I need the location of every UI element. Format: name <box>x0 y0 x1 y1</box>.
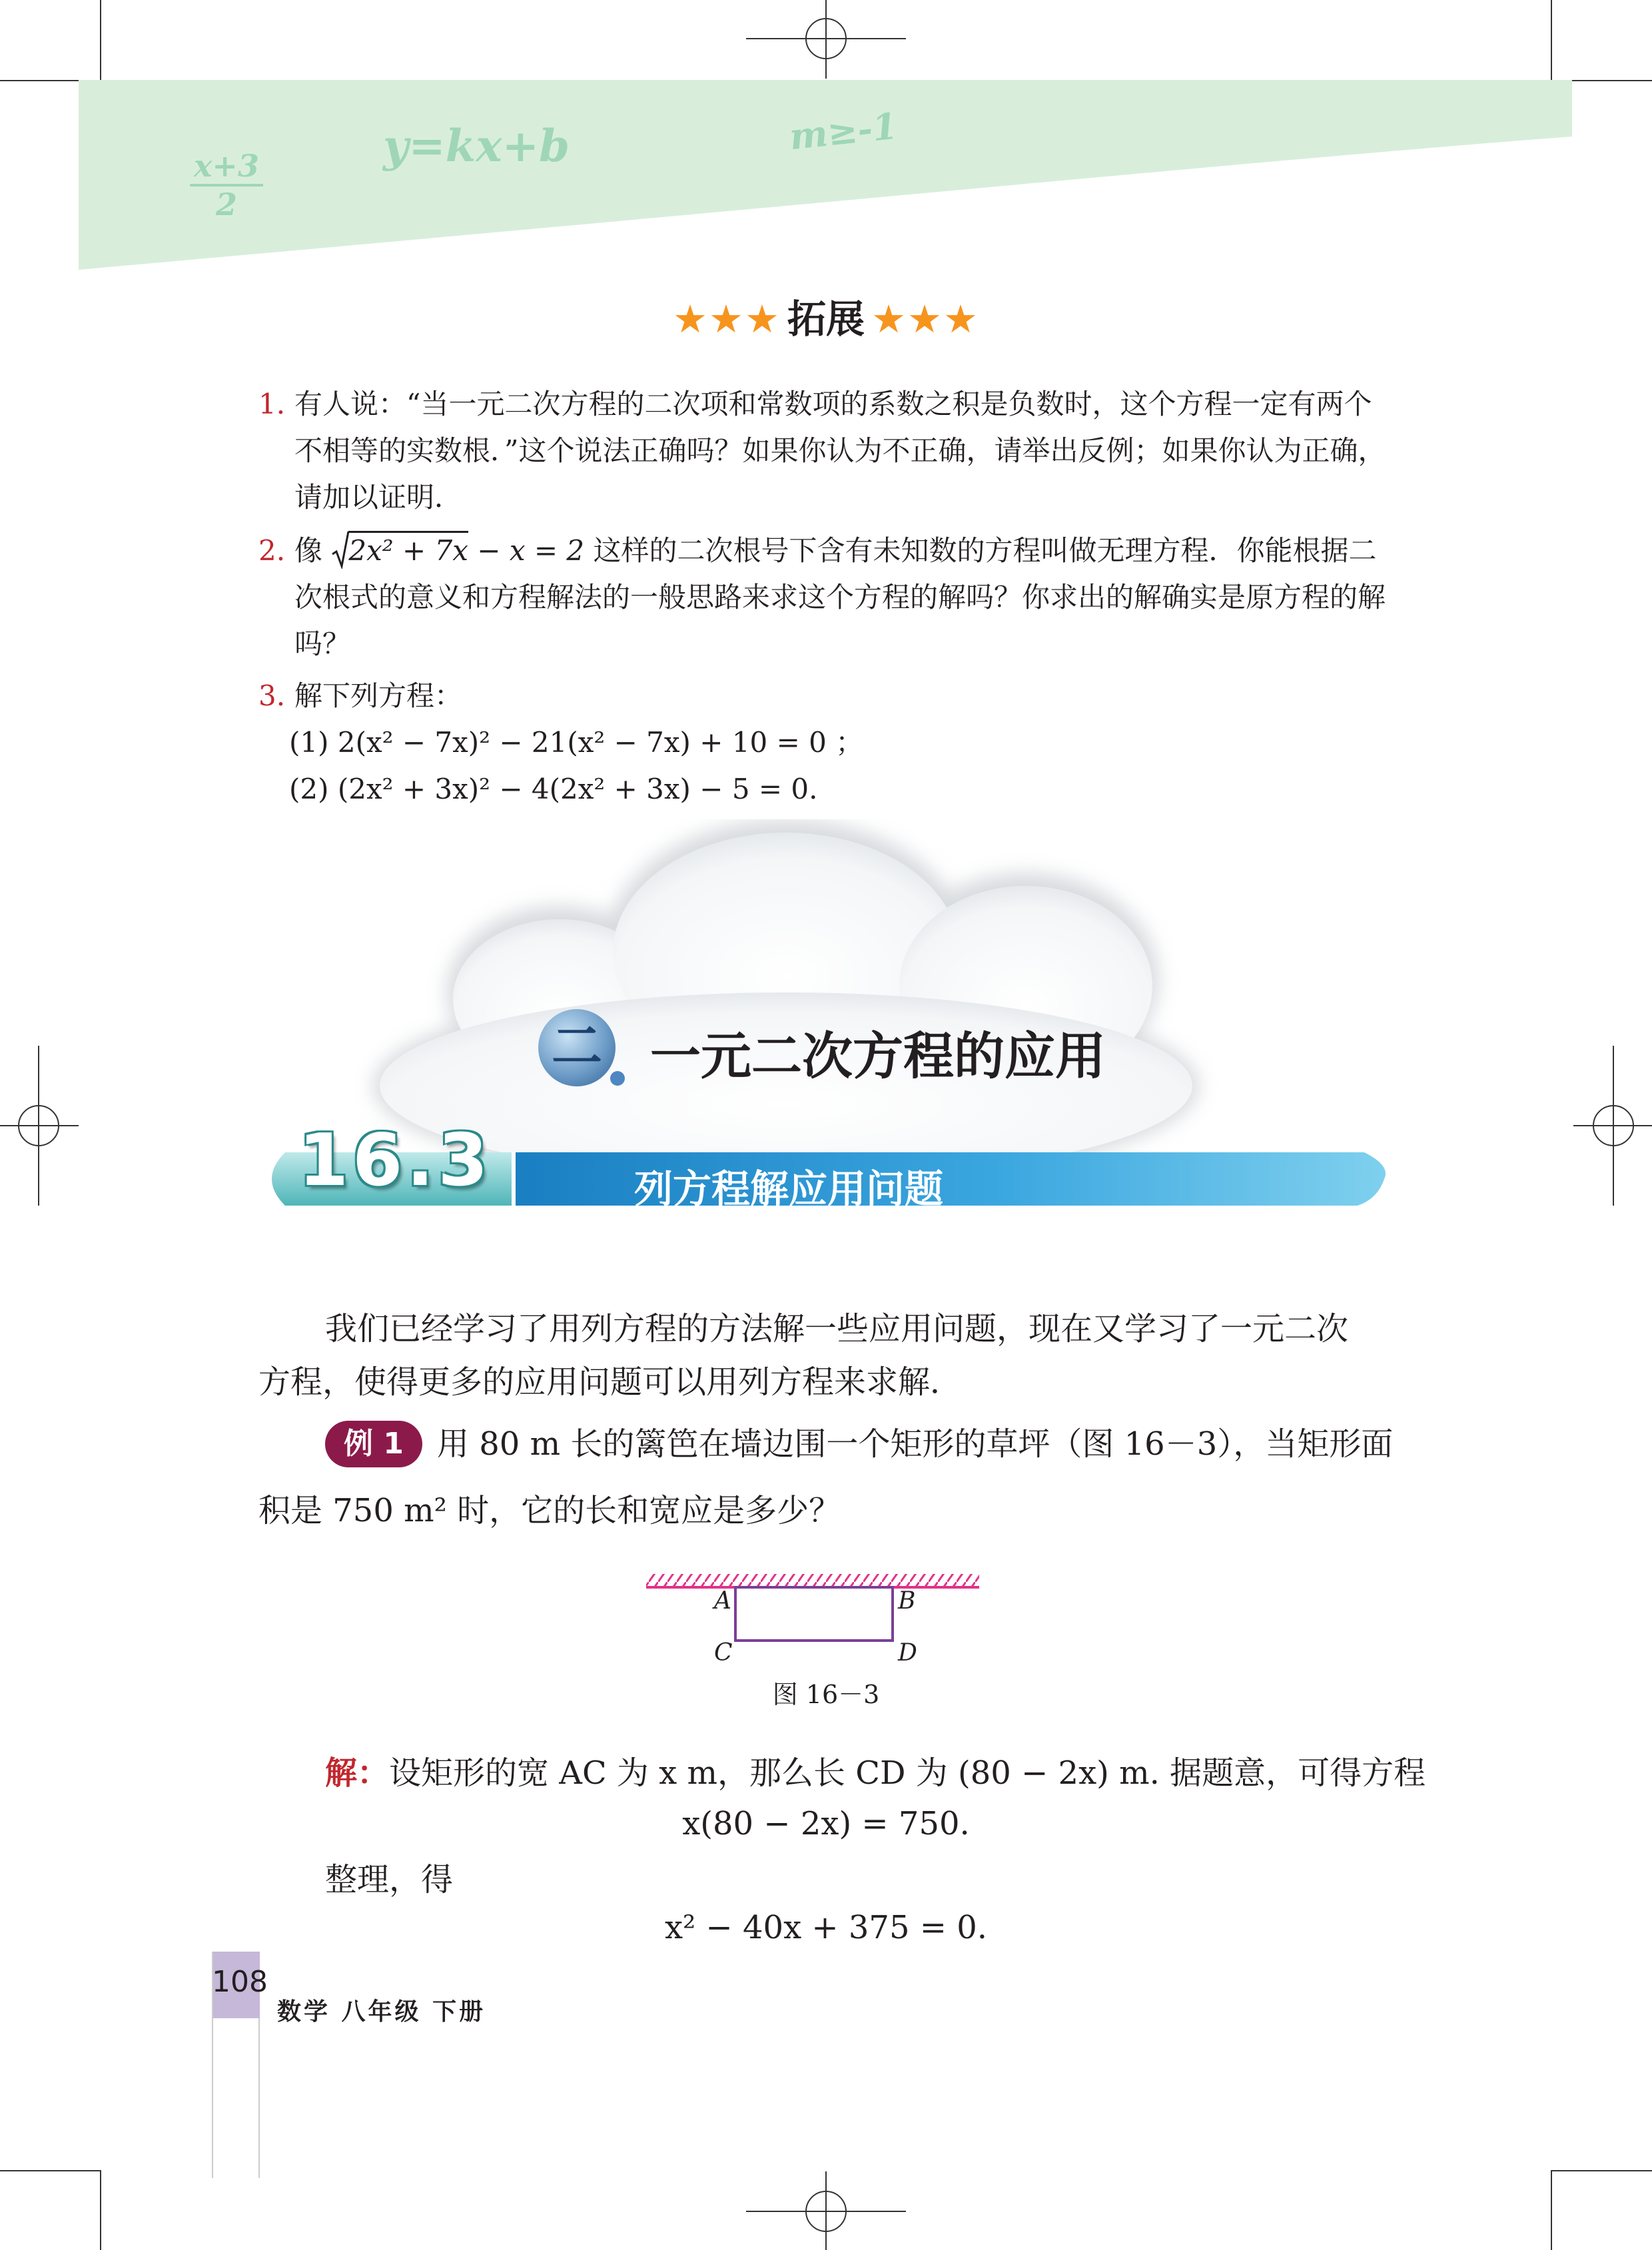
section-number: 16.3 <box>298 1119 492 1202</box>
intro-line-2: 方程，使得更多的应用问题可以用列方程来求解． <box>258 1363 963 1401</box>
section-title: 列方程解应用问题 <box>634 1166 944 1212</box>
intro-line-1: 我们已经学习了用列方程的方法解一些应用问题，现在又学习了一元二次 <box>325 1310 1349 1347</box>
equation-1: (1) 2(x² − 7x)² − 21(x² − 7x) + 10 = 0 ； <box>289 726 864 759</box>
book-title: 数学 八年级 下册 <box>277 1998 486 2026</box>
example-line-2: 积是 750 m² 时，它的长和宽应是多少？ <box>258 1492 841 1529</box>
example-line-1: 用 80 m 长的篱笆在墙边围一个矩形的草坪（图 16－3），当矩形面 <box>437 1425 1394 1463</box>
header-formula-fraction: x+3 2 <box>187 148 266 222</box>
solution-equation-2: x² − 40x + 375 = 0. <box>664 1909 988 1946</box>
registration-mark-left <box>0 1046 80 1206</box>
chapter-title: 一元二次方程的应用 <box>650 1026 1106 1086</box>
example-badge: 例 1 <box>325 1421 422 1467</box>
point-label-a: A <box>714 1587 731 1615</box>
registration-mark-right <box>1572 1046 1652 1206</box>
exercise-2: 2. 像 2x² + 7x − x = 2 这样的二次根号下含有未知数的方程叫做无理方程．你能根据二次根式的意义和方程解法的一般思路来求这个方程的解吗？你求出的解确实是原方程的解吗？ <box>258 528 1391 667</box>
chapter-badge-dot <box>610 1071 625 1086</box>
margin-rule-inner <box>258 2018 260 2178</box>
solution-line-2: 整理，得 <box>325 1861 454 1898</box>
exercise-1: 1. 有人说：“当一元二次方程的二次项和常数项的系数之积是负数时，这个方程一定有两个不相等的实数根．”这个说法正确吗？如果你认为不正确，请举出反例；如果你认为正确，请加以证明． <box>258 388 1386 514</box>
solution-label: 解： <box>325 1754 390 1792</box>
lawn-rectangle <box>735 1587 893 1641</box>
solution-line-1: 解：设矩形的宽 AC 为 x m，那么长 CD 为 (80 − 2x) m. 据题意，可得方程 <box>325 1754 1426 1792</box>
point-label-b: B <box>898 1587 916 1615</box>
page-number: 108 <box>212 1965 268 1999</box>
star-icon: ★★★ <box>871 296 979 342</box>
header-formula-linear: y=kx+b <box>383 120 570 172</box>
exercise-3: 3. 解下列方程： (1) 2(x² − 7x)² − 21(x² − 7x) + 10 = 0 ； (2) (2x² + 3x)² − 4(2x² + 3x) − 5 = 0. <box>258 673 1391 813</box>
point-label-c: C <box>714 1639 733 1667</box>
star-icon: ★★★ <box>672 296 781 342</box>
registration-mark-bottom <box>746 2170 906 2250</box>
solution-equation-1: x(80 − 2x) = 750. <box>682 1805 970 1842</box>
point-label-d: D <box>898 1639 917 1667</box>
figure-rectangle-diagram <box>639 1569 1013 1675</box>
radical-expression: 2x² + 7x <box>331 528 468 574</box>
equation-2: (2) (2x² + 3x)² − 4(2x² + 3x) − 5 = 0. <box>289 773 818 805</box>
wall-hatching <box>646 1574 979 1587</box>
extend-heading: ★★★ 拓展 ★★★ <box>672 296 979 342</box>
chapter-badge: 二 <box>538 1009 616 1086</box>
figure-caption: 图 16－3 <box>772 1680 880 1709</box>
header-formula-inequality: m≥-1 <box>787 104 900 159</box>
